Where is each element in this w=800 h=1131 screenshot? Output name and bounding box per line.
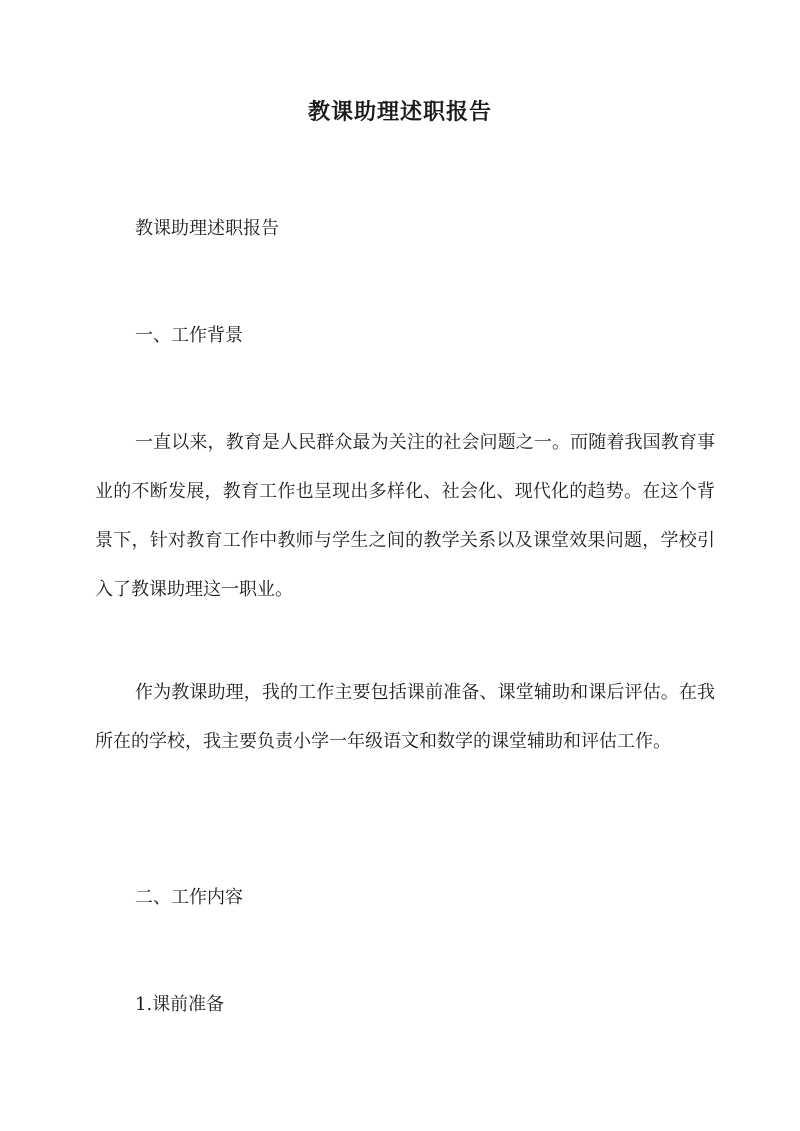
document-title: 教课助理述职报告 bbox=[307, 99, 492, 125]
report-subtitle: 教课助理述职报告 bbox=[135, 218, 279, 239]
subsection-heading-preparation: 1.课前准备 bbox=[135, 994, 225, 1015]
paragraph-duties: 作为教课助理，我的工作主要包括课前准备、课堂辅助和课后评估。在我所在的学校，我主要负责小学一年级语文和数学的课堂辅助和评估工作。 bbox=[95, 682, 715, 752]
paragraph-background: 一直以来，教育是人民群众最为关注的社会问题之一。而随着我国教育事业的不断发展，教育工作也呈现出多样化、社会化、现代化的趋势。在这个背景下，针对教育工作中教师与学生之间的教学关系以及课堂效果问题，学校引入了教课助理这一职业。 bbox=[95, 432, 715, 600]
section-heading-content: 二、工作内容 bbox=[135, 887, 243, 908]
section-heading-background: 一、工作背景 bbox=[135, 325, 243, 346]
